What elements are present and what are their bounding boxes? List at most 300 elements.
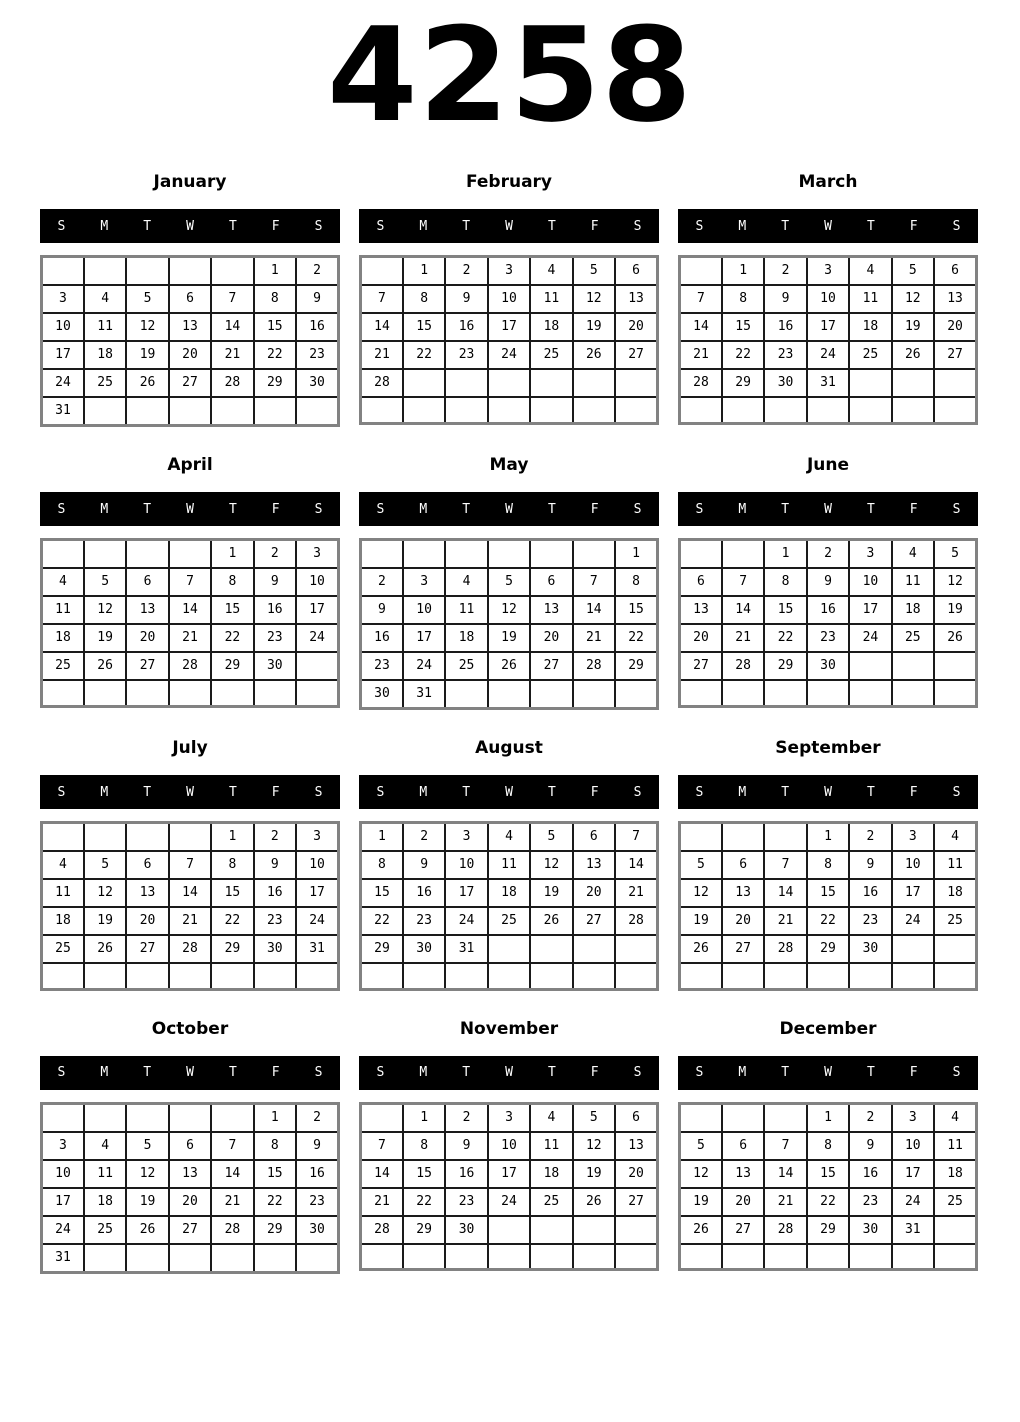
day-cell: 10 bbox=[849, 568, 891, 596]
day-cell: 20 bbox=[934, 313, 976, 341]
week-row bbox=[680, 935, 977, 963]
day-cell: 14 bbox=[764, 879, 806, 907]
day-cell: 15 bbox=[807, 879, 849, 907]
day-cell: 25 bbox=[530, 341, 572, 369]
empty-day-cell bbox=[849, 652, 891, 680]
day-cell: 30 bbox=[849, 1216, 891, 1244]
day-cell: 8 bbox=[211, 568, 253, 596]
day-cell: 18 bbox=[42, 907, 84, 935]
weekday-label: W bbox=[186, 784, 194, 800]
day-cell: 12 bbox=[84, 879, 126, 907]
day-cell: 22 bbox=[615, 624, 657, 652]
day-cell: 9 bbox=[296, 1132, 338, 1160]
day-cell: 16 bbox=[849, 1160, 891, 1188]
day-cell: 30 bbox=[296, 369, 338, 397]
day-cell: 11 bbox=[84, 1160, 126, 1188]
day-cell: 26 bbox=[84, 652, 126, 680]
month-title: December bbox=[779, 1018, 877, 1039]
day-cell: 31 bbox=[296, 935, 338, 963]
empty-day-cell bbox=[488, 369, 530, 397]
week-row bbox=[680, 851, 977, 879]
empty-day-cell bbox=[722, 1244, 764, 1270]
weekday-label: S bbox=[952, 1065, 961, 1080]
calendar-grid bbox=[359, 821, 659, 991]
day-cell: 7 bbox=[361, 285, 403, 313]
day-cell: 4 bbox=[530, 1103, 572, 1132]
day-cell: 3 bbox=[296, 540, 338, 569]
weekday-label: W bbox=[505, 1065, 513, 1080]
day-cell: 4 bbox=[849, 257, 891, 286]
day-cell: 28 bbox=[169, 935, 211, 963]
day-cell: 30 bbox=[807, 652, 849, 680]
day-cell: 1 bbox=[807, 823, 849, 852]
day-cell: 3 bbox=[892, 1103, 934, 1132]
day-cell: 3 bbox=[807, 257, 849, 286]
day-cell: 28 bbox=[615, 907, 657, 935]
empty-day-cell bbox=[573, 397, 615, 423]
weekday-label: S bbox=[952, 784, 961, 800]
empty-day-cell bbox=[42, 1103, 84, 1132]
day-cell: 22 bbox=[764, 624, 806, 652]
empty-day-cell bbox=[849, 680, 891, 706]
day-cell: 9 bbox=[361, 596, 403, 624]
calendar-grid bbox=[359, 1102, 659, 1272]
day-cell: 5 bbox=[84, 568, 126, 596]
week-row bbox=[361, 1244, 658, 1270]
day-cell: 18 bbox=[84, 341, 126, 369]
week-row bbox=[361, 341, 658, 369]
day-cell: 21 bbox=[211, 341, 253, 369]
empty-day-cell bbox=[764, 1103, 806, 1132]
weekday-label: S bbox=[57, 784, 66, 800]
day-cell: 30 bbox=[849, 935, 891, 963]
weekday-label: S bbox=[314, 218, 323, 234]
day-cell: 11 bbox=[42, 879, 84, 907]
empty-day-cell bbox=[361, 963, 403, 989]
weekday-label: S bbox=[57, 501, 66, 517]
day-cell: 27 bbox=[722, 1216, 764, 1244]
empty-day-cell bbox=[361, 1244, 403, 1270]
week-row bbox=[361, 879, 658, 907]
empty-day-cell bbox=[934, 1244, 976, 1270]
weekday-label: T bbox=[143, 784, 152, 800]
weekday-label: M bbox=[419, 1065, 428, 1080]
calendar-grid bbox=[678, 1102, 978, 1272]
week-row bbox=[680, 1132, 977, 1160]
week-row bbox=[680, 652, 977, 680]
day-cell: 16 bbox=[361, 624, 403, 652]
week-row bbox=[361, 624, 658, 652]
empty-day-cell bbox=[169, 1103, 211, 1132]
day-cell: 13 bbox=[615, 1132, 657, 1160]
day-cell: 19 bbox=[892, 313, 934, 341]
weekday-header-bar bbox=[40, 775, 340, 809]
day-cell: 11 bbox=[84, 313, 126, 341]
day-cell: 16 bbox=[296, 1160, 338, 1188]
weekday-label: S bbox=[633, 784, 642, 800]
day-cell: 3 bbox=[403, 568, 445, 596]
day-cell: 11 bbox=[849, 285, 891, 313]
empty-day-cell bbox=[84, 540, 126, 569]
day-cell: 3 bbox=[42, 285, 84, 313]
day-cell: 15 bbox=[361, 879, 403, 907]
empty-day-cell bbox=[530, 935, 572, 963]
empty-day-cell bbox=[42, 823, 84, 852]
day-cell: 13 bbox=[722, 1160, 764, 1188]
day-cell: 1 bbox=[807, 1103, 849, 1132]
day-cell: 31 bbox=[445, 935, 487, 963]
day-cell: 14 bbox=[615, 851, 657, 879]
day-cell: 15 bbox=[764, 596, 806, 624]
day-cell: 9 bbox=[807, 568, 849, 596]
day-cell: 16 bbox=[764, 313, 806, 341]
month-august bbox=[359, 730, 659, 991]
day-cell: 12 bbox=[934, 568, 976, 596]
day-cell: 1 bbox=[615, 540, 657, 569]
day-cell: 28 bbox=[764, 935, 806, 963]
empty-day-cell bbox=[126, 397, 168, 426]
day-cell: 5 bbox=[126, 1132, 168, 1160]
day-cell: 22 bbox=[807, 907, 849, 935]
day-cell: 5 bbox=[573, 257, 615, 286]
day-cell: 20 bbox=[722, 1188, 764, 1216]
day-cell: 25 bbox=[445, 652, 487, 680]
day-cell: 31 bbox=[892, 1216, 934, 1244]
month-title: February bbox=[465, 172, 553, 192]
day-cell: 19 bbox=[934, 596, 976, 624]
day-cell: 10 bbox=[445, 851, 487, 879]
empty-day-cell bbox=[126, 540, 168, 569]
day-cell: 2 bbox=[296, 1103, 338, 1132]
day-cell: 3 bbox=[488, 257, 530, 286]
empty-day-cell bbox=[403, 397, 445, 423]
weekday-label: S bbox=[695, 501, 704, 517]
day-cell: 23 bbox=[445, 1188, 487, 1216]
week-row bbox=[361, 680, 658, 709]
empty-day-cell bbox=[296, 652, 338, 680]
week-row bbox=[680, 341, 977, 369]
day-cell: 6 bbox=[126, 568, 168, 596]
week-row bbox=[680, 823, 977, 852]
day-cell: 31 bbox=[807, 369, 849, 397]
weekday-label: S bbox=[314, 501, 323, 517]
weekday-label: M bbox=[100, 501, 109, 517]
empty-day-cell bbox=[892, 680, 934, 706]
day-cell: 6 bbox=[615, 1103, 657, 1132]
weekday-header-bar bbox=[678, 1056, 978, 1090]
day-cell: 4 bbox=[42, 851, 84, 879]
day-cell: 30 bbox=[764, 369, 806, 397]
empty-day-cell bbox=[84, 823, 126, 852]
day-cell: 17 bbox=[488, 313, 530, 341]
day-cell: 25 bbox=[488, 907, 530, 935]
day-cell: 7 bbox=[169, 851, 211, 879]
day-cell: 13 bbox=[934, 285, 976, 313]
weekday-label: T bbox=[781, 501, 790, 517]
day-cell: 17 bbox=[488, 1160, 530, 1188]
empty-day-cell bbox=[445, 1244, 487, 1270]
day-cell: 10 bbox=[892, 851, 934, 879]
day-cell: 26 bbox=[126, 369, 168, 397]
day-cell: 4 bbox=[934, 823, 976, 852]
weekday-label: T bbox=[462, 784, 471, 800]
day-cell: 3 bbox=[42, 1132, 84, 1160]
day-cell: 30 bbox=[403, 935, 445, 963]
week-row bbox=[42, 935, 339, 963]
week-row bbox=[680, 369, 977, 397]
empty-day-cell bbox=[361, 257, 403, 286]
day-cell: 19 bbox=[573, 1160, 615, 1188]
day-cell: 8 bbox=[807, 1132, 849, 1160]
empty-day-cell bbox=[84, 680, 126, 706]
day-cell: 12 bbox=[530, 851, 572, 879]
empty-day-cell bbox=[722, 680, 764, 706]
empty-day-cell bbox=[680, 680, 722, 706]
week-row bbox=[361, 1103, 658, 1132]
day-cell: 18 bbox=[445, 624, 487, 652]
day-cell: 13 bbox=[169, 313, 211, 341]
month-january bbox=[40, 164, 340, 427]
day-cell: 22 bbox=[722, 341, 764, 369]
day-cell: 7 bbox=[573, 568, 615, 596]
day-cell: 25 bbox=[934, 1188, 976, 1216]
empty-day-cell bbox=[488, 1244, 530, 1270]
day-cell: 2 bbox=[254, 540, 296, 569]
empty-day-cell bbox=[296, 1244, 338, 1273]
weekday-label: F bbox=[590, 501, 599, 517]
empty-day-cell bbox=[211, 1103, 253, 1132]
day-cell: 26 bbox=[488, 652, 530, 680]
day-cell: 29 bbox=[722, 369, 764, 397]
weekday-label: M bbox=[738, 784, 747, 800]
day-cell: 13 bbox=[169, 1160, 211, 1188]
day-cell: 27 bbox=[126, 652, 168, 680]
empty-day-cell bbox=[42, 540, 84, 569]
day-cell: 1 bbox=[764, 540, 806, 569]
weekday-label: T bbox=[462, 218, 471, 234]
week-row bbox=[42, 285, 339, 313]
day-cell: 1 bbox=[361, 823, 403, 852]
empty-day-cell bbox=[934, 963, 976, 989]
weekday-label: S bbox=[633, 1065, 642, 1080]
empty-day-cell bbox=[530, 369, 572, 397]
day-cell: 16 bbox=[445, 313, 487, 341]
day-cell: 9 bbox=[296, 285, 338, 313]
day-cell: 13 bbox=[680, 596, 722, 624]
empty-day-cell bbox=[211, 257, 253, 286]
day-cell: 2 bbox=[296, 257, 338, 286]
empty-day-cell bbox=[680, 963, 722, 989]
weekday-label: T bbox=[781, 784, 790, 800]
week-row bbox=[361, 823, 658, 852]
day-cell: 21 bbox=[361, 1188, 403, 1216]
day-cell: 28 bbox=[361, 1216, 403, 1244]
day-cell: 2 bbox=[807, 540, 849, 569]
empty-day-cell bbox=[84, 397, 126, 426]
week-row bbox=[42, 624, 339, 652]
empty-day-cell bbox=[892, 935, 934, 963]
day-cell: 9 bbox=[445, 1132, 487, 1160]
month-april bbox=[40, 447, 340, 710]
empty-day-cell bbox=[488, 963, 530, 989]
empty-day-cell bbox=[934, 680, 976, 706]
day-cell: 20 bbox=[169, 341, 211, 369]
empty-day-cell bbox=[573, 935, 615, 963]
weekday-label: S bbox=[376, 218, 385, 234]
day-cell: 24 bbox=[807, 341, 849, 369]
weekday-label: F bbox=[909, 501, 918, 517]
day-cell: 5 bbox=[126, 285, 168, 313]
weekday-label: T bbox=[866, 218, 875, 234]
weekday-label: W bbox=[824, 218, 832, 234]
weekday-label: W bbox=[505, 784, 513, 800]
day-cell: 24 bbox=[892, 1188, 934, 1216]
weekday-label: W bbox=[824, 1065, 832, 1080]
day-cell: 6 bbox=[169, 1132, 211, 1160]
weekday-label: F bbox=[271, 218, 280, 234]
week-row bbox=[42, 257, 339, 286]
day-cell: 13 bbox=[126, 596, 168, 624]
week-row bbox=[42, 652, 339, 680]
day-cell: 15 bbox=[403, 1160, 445, 1188]
day-cell: 4 bbox=[42, 568, 84, 596]
empty-day-cell bbox=[488, 397, 530, 423]
week-row bbox=[680, 1160, 977, 1188]
day-cell: 3 bbox=[445, 823, 487, 852]
empty-day-cell bbox=[254, 963, 296, 989]
empty-day-cell bbox=[530, 963, 572, 989]
week-row bbox=[42, 341, 339, 369]
week-row bbox=[680, 1216, 977, 1244]
empty-day-cell bbox=[169, 540, 211, 569]
day-cell: 16 bbox=[807, 596, 849, 624]
week-row bbox=[42, 851, 339, 879]
weekday-label: T bbox=[781, 218, 790, 234]
day-cell: 2 bbox=[849, 1103, 891, 1132]
day-cell: 7 bbox=[680, 285, 722, 313]
day-cell: 11 bbox=[530, 285, 572, 313]
day-cell: 2 bbox=[764, 257, 806, 286]
empty-day-cell bbox=[892, 652, 934, 680]
day-cell: 25 bbox=[934, 907, 976, 935]
day-cell: 29 bbox=[615, 652, 657, 680]
month-title: September bbox=[775, 738, 881, 758]
weekday-label: S bbox=[633, 218, 642, 234]
day-cell: 26 bbox=[573, 1188, 615, 1216]
day-cell: 24 bbox=[892, 907, 934, 935]
weekday-label: W bbox=[186, 501, 194, 517]
empty-day-cell bbox=[530, 1244, 572, 1270]
day-cell: 2 bbox=[403, 823, 445, 852]
weekday-label: M bbox=[738, 1065, 747, 1080]
day-cell: 16 bbox=[296, 313, 338, 341]
day-cell: 17 bbox=[892, 1160, 934, 1188]
empty-day-cell bbox=[722, 1103, 764, 1132]
week-row bbox=[361, 540, 658, 569]
empty-day-cell bbox=[169, 963, 211, 989]
day-cell: 4 bbox=[892, 540, 934, 569]
day-cell: 18 bbox=[488, 879, 530, 907]
day-cell: 27 bbox=[680, 652, 722, 680]
weekday-label: W bbox=[505, 218, 513, 234]
empty-day-cell bbox=[849, 369, 891, 397]
day-cell: 18 bbox=[530, 313, 572, 341]
day-cell: 30 bbox=[254, 652, 296, 680]
weekday-label: S bbox=[952, 501, 961, 517]
weekday-label: S bbox=[57, 218, 66, 234]
empty-day-cell bbox=[764, 823, 806, 852]
empty-day-cell bbox=[849, 1244, 891, 1270]
day-cell: 19 bbox=[680, 1188, 722, 1216]
day-cell: 6 bbox=[615, 257, 657, 286]
weekday-label: F bbox=[590, 784, 599, 800]
day-cell: 21 bbox=[764, 1188, 806, 1216]
day-cell: 30 bbox=[361, 680, 403, 709]
empty-day-cell bbox=[403, 369, 445, 397]
empty-day-cell bbox=[807, 680, 849, 706]
week-row bbox=[42, 879, 339, 907]
day-cell: 25 bbox=[849, 341, 891, 369]
weekday-label: F bbox=[271, 784, 280, 800]
empty-day-cell bbox=[530, 540, 572, 569]
weekday-label: W bbox=[824, 784, 832, 800]
week-row bbox=[42, 1132, 339, 1160]
day-cell: 12 bbox=[573, 1132, 615, 1160]
empty-day-cell bbox=[680, 257, 722, 286]
day-cell: 22 bbox=[211, 624, 253, 652]
week-row bbox=[361, 963, 658, 989]
week-row bbox=[361, 596, 658, 624]
weekday-label: S bbox=[695, 784, 704, 800]
empty-day-cell bbox=[615, 963, 657, 989]
weekday-label: T bbox=[143, 1065, 152, 1080]
day-cell: 10 bbox=[296, 568, 338, 596]
day-cell: 22 bbox=[403, 1188, 445, 1216]
day-cell: 21 bbox=[573, 624, 615, 652]
empty-day-cell bbox=[615, 369, 657, 397]
day-cell: 2 bbox=[254, 823, 296, 852]
week-row bbox=[42, 963, 339, 989]
day-cell: 8 bbox=[361, 851, 403, 879]
day-cell: 19 bbox=[488, 624, 530, 652]
day-cell: 18 bbox=[530, 1160, 572, 1188]
day-cell: 14 bbox=[764, 1160, 806, 1188]
day-cell: 17 bbox=[296, 879, 338, 907]
day-cell: 6 bbox=[722, 851, 764, 879]
empty-day-cell bbox=[680, 1103, 722, 1132]
day-cell: 6 bbox=[573, 823, 615, 852]
day-cell: 12 bbox=[126, 1160, 168, 1188]
day-cell: 24 bbox=[42, 1216, 84, 1244]
day-cell: 29 bbox=[254, 1216, 296, 1244]
day-cell: 24 bbox=[445, 907, 487, 935]
week-row bbox=[361, 935, 658, 963]
day-cell: 27 bbox=[573, 907, 615, 935]
month-title: November bbox=[459, 1018, 559, 1039]
calendar-grid bbox=[40, 255, 340, 427]
day-cell: 1 bbox=[254, 1103, 296, 1132]
day-cell: 23 bbox=[849, 907, 891, 935]
empty-day-cell bbox=[126, 823, 168, 852]
month-title: April bbox=[167, 455, 213, 475]
empty-day-cell bbox=[849, 397, 891, 423]
weekday-label: T bbox=[143, 218, 152, 234]
weekday-label: T bbox=[228, 784, 237, 800]
day-cell: 10 bbox=[488, 1132, 530, 1160]
weekday-header-bar bbox=[678, 775, 978, 809]
day-cell: 5 bbox=[680, 851, 722, 879]
weekday-header-bar bbox=[40, 1056, 340, 1090]
